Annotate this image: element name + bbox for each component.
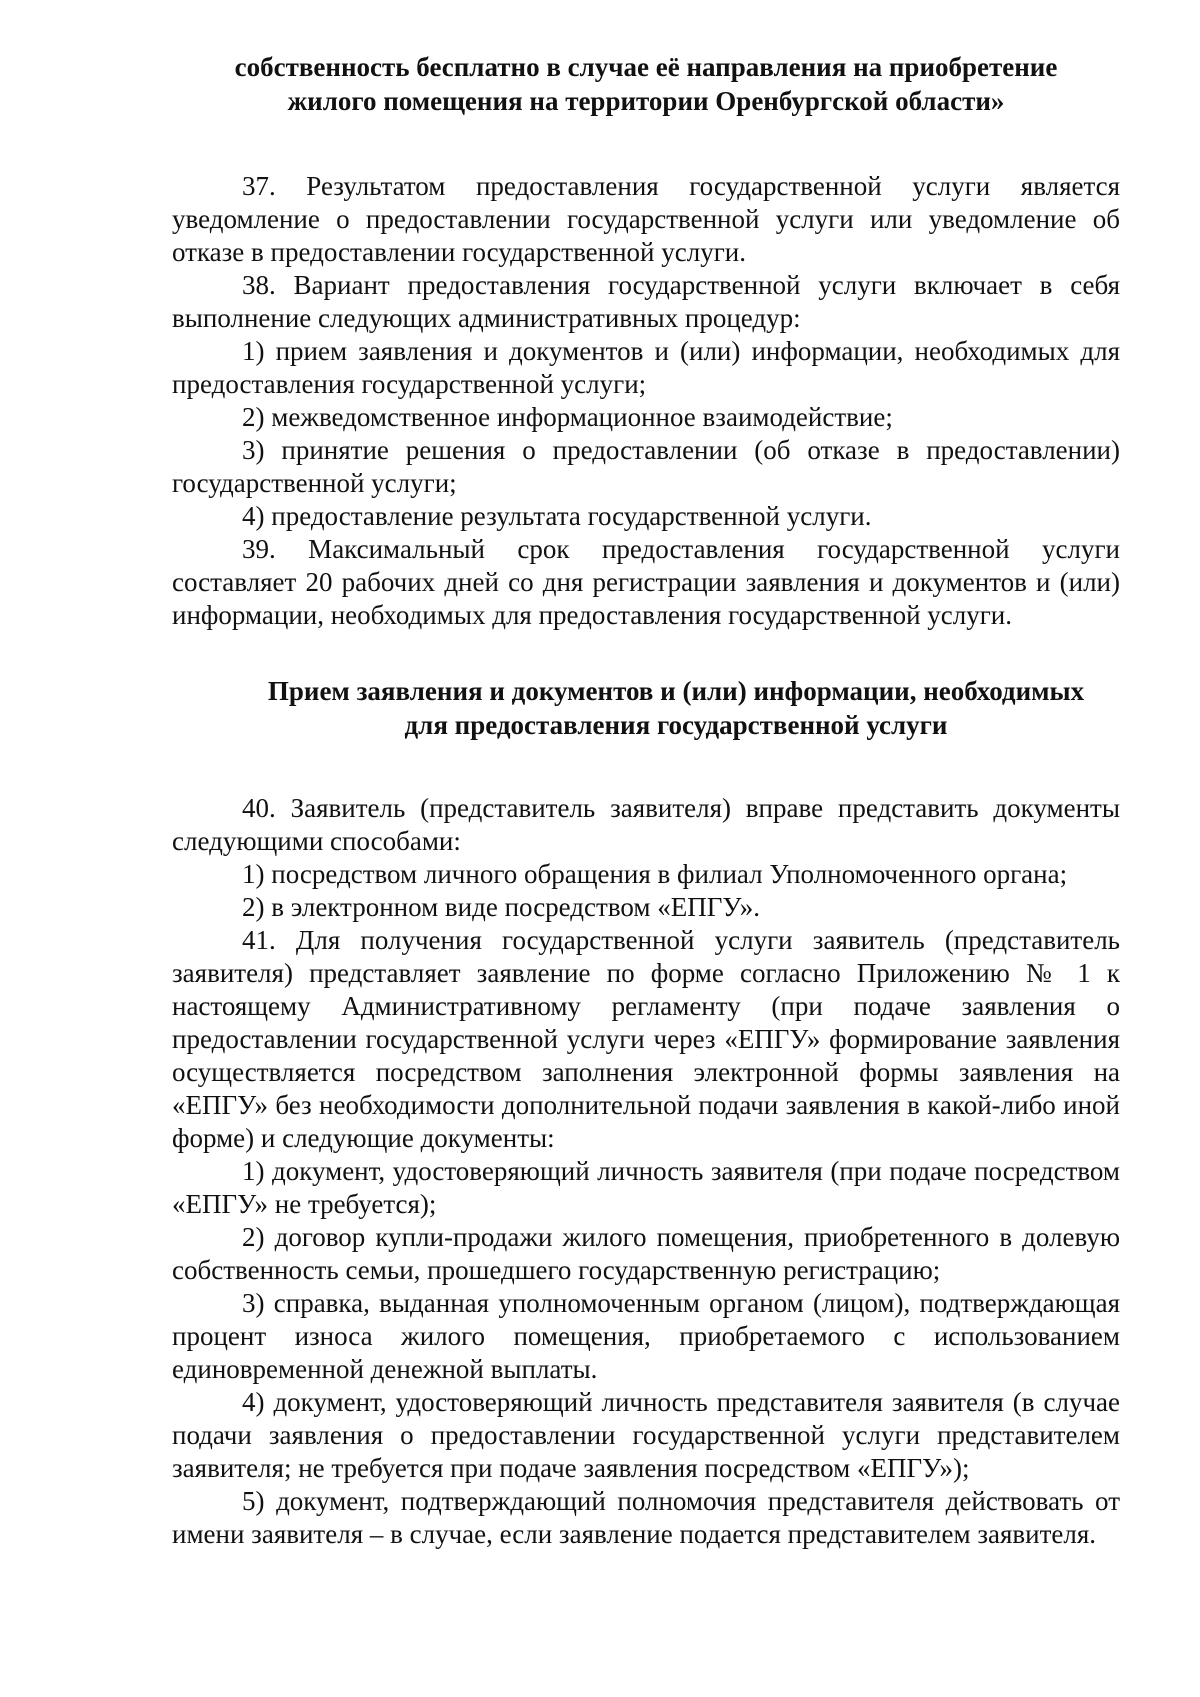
paragraph-40: 40. Заявитель (представитель заявителя) вправе представить документы следующими способами: [172, 793, 1120, 856]
section-heading [172, 674, 1120, 742]
list-item-38-1: 1) прием заявления и документов и (или) информации, необходимых для предоставления государственной услуги; [172, 336, 1120, 399]
list-item-41-3: 3) справка, выданная уполномоченным органом (лицом), подтверждающая процент износа жилого помещения, приобретаемого с использованием единовременной денежной выплаты. [172, 1288, 1120, 1384]
heading-line: для предоставления государственной услуги [404, 710, 948, 740]
list-item-41-4: 4) документ, удостоверяющий личность представителя заявителя (в случае подачи заявления о предоставлении государственной услуги представителем заявителя; не требуется при подаче заявления посредством «ЕПГУ»); [172, 1387, 1120, 1483]
list-item-38-3: 3) принятие решения о предоставлении (об отказе в предоставлении) государственной услуги; [172, 435, 1120, 498]
document-body [172, 50, 1120, 1551]
paragraph-38: 38. Вариант предоставления государственной услуги включает в себя выполнение следующих административных процедур: [172, 270, 1120, 333]
list-item-40-2: 2) в электронном виде посредством «ЕПГУ». [242, 892, 760, 922]
heading-line: собственность бесплатно в случае её направления на приобретение [234, 52, 1058, 82]
list-item-38-2: 2) межведомственное информационное взаимодействие; [242, 402, 893, 432]
paragraph-37: 37. Результатом предоставления государственной услуги является уведомление о предоставлении государственной услуги или уведомление об отказе в предоставлении государственной услуги. [172, 171, 1120, 267]
paragraph-39: 39. Максимальный срок предоставления государственной услуги составляет 20 рабочих дней со дня регистрации заявления и документов и (или) информации, необходимых для предоставления государственной услуги. [172, 534, 1120, 630]
list-item-41-2: 2) договор купли-продажи жилого помещения, приобретенного в долевую собственность семьи, прошедшего государственную регистрацию; [172, 1222, 1120, 1285]
paragraph-41: 41. Для получения государственной услуги заявитель (представитель заявителя) представляет заявление по форме согласно Приложению № 1 к настоящему Административному регламенту (при подаче заявления о предоставлении государственной услуги через «ЕПГУ» формирование заявления осуществляется посредством заполнения электронной формы заявления на «ЕПГУ» без необходимости дополнительной подачи заявления в какой-либо иной форме) и следующие документы: [172, 925, 1120, 1153]
list-item-41-5: 5) документ, подтверждающий полномочия представителя действовать от имени заявителя – в случае, если заявление подается представителем заявителя. [172, 1486, 1120, 1549]
heading-line: жилого помещения на территории Оренбургской области» [287, 86, 1005, 116]
list-item-41-1: 1) документ, удостоверяющий личность заявителя (при подаче посредством «ЕПГУ» не требуется); [172, 1156, 1120, 1219]
heading-line: Прием заявления и документов и (или) информации, необходимых [267, 676, 1085, 706]
document-heading [172, 50, 1120, 118]
list-item-38-4: 4) предоставление результата государственной услуги. [242, 501, 872, 531]
list-item-40-1: 1) посредством личного обращения в филиал Уполномоченного органа; [242, 859, 1068, 889]
